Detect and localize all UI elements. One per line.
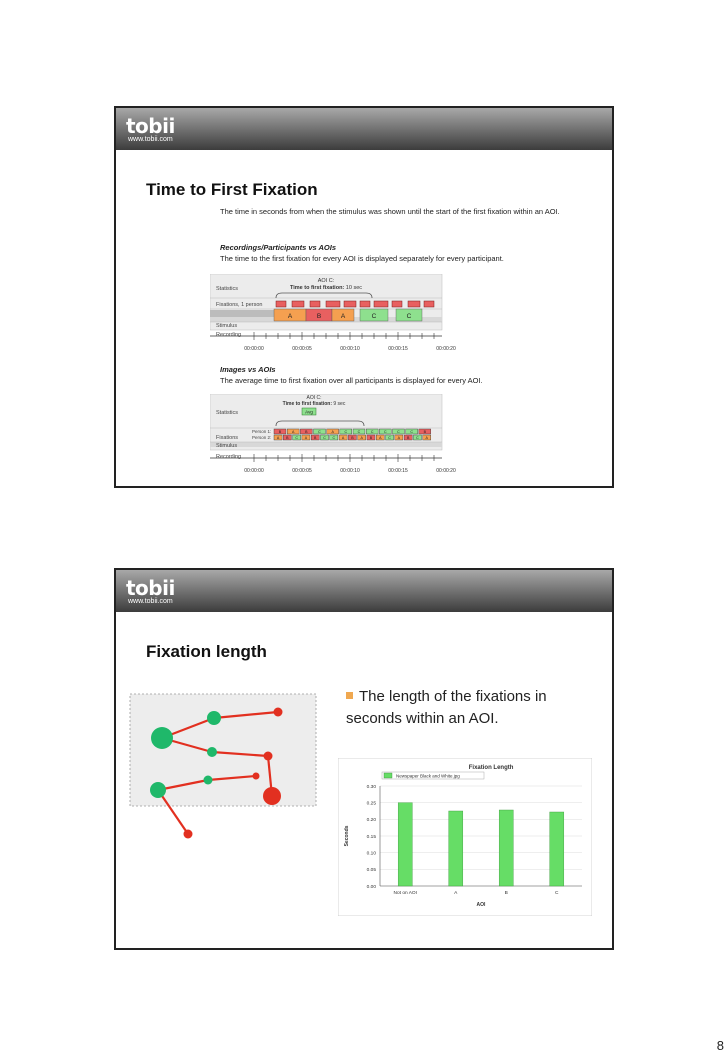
x-tick-label: C: [555, 891, 559, 896]
logo-url: www.tobii.com: [128, 598, 173, 605]
fixation-cell: [302, 435, 310, 440]
slide-title: Time to First Fixation: [146, 180, 318, 199]
callout-value-label-1: Time to first fixation:: [289, 285, 345, 291]
fixation-cell: [413, 435, 421, 440]
y-tick-label: 0.05: [366, 868, 376, 874]
time-label: 00:00:10: [340, 346, 360, 352]
fixation-cell: [283, 435, 291, 440]
bullet-square-icon: [346, 692, 353, 699]
time-label: 00:00:00: [244, 468, 264, 474]
fixation-cell-label: A: [304, 436, 308, 441]
fixation-illustration: [128, 690, 328, 850]
row-label-recording: Recording: [216, 454, 242, 460]
section1-text: The time to the first fixation for every AOI is displayed separately for every participant.: [220, 254, 504, 263]
intro-text: The time in seconds from when the stimulus was shown until the start of the first fixation within an AOI.: [220, 207, 560, 216]
x-tick-label: B: [504, 891, 508, 896]
fixation-cell: [330, 435, 338, 440]
fixation-cell-label: C: [384, 430, 387, 435]
tobii-logo: tobii: [126, 114, 175, 138]
bar: [398, 803, 412, 886]
aoi-block-label: C: [406, 313, 412, 320]
fixation-cell: [404, 435, 412, 440]
fixation-cell: [353, 429, 365, 434]
fixation-cell: [340, 429, 352, 434]
avg-label: Avg: [305, 409, 313, 415]
callout-title-1: AOI C:: [317, 278, 335, 284]
bar: [499, 810, 513, 886]
y-tick-label: 0.10: [366, 851, 376, 857]
chart-title: Fixation Length: [468, 765, 514, 771]
fixation-cell: [386, 435, 394, 440]
x-tick-label: Not on AOI: [393, 891, 417, 896]
legend-label: Newspaper Black and White.jpg: [396, 773, 460, 779]
fixation-cell-label: C: [295, 436, 298, 441]
logo-url: www.tobii.com: [128, 136, 173, 143]
fixation-cell-label: C: [318, 430, 321, 435]
fixation-cell-label: C: [410, 430, 413, 435]
person-label: Person 1:: [252, 429, 272, 434]
fixation-cell-label: A: [425, 436, 428, 441]
fixation-cell-label: B: [351, 436, 354, 441]
fixation-cell: [358, 435, 366, 440]
callout-title-2: AOI C:: [306, 395, 322, 401]
slide-title: Fixation length: [146, 642, 267, 661]
fixation-cell: [366, 429, 378, 434]
callout-value-label-2: Time to first fixation:: [282, 401, 333, 407]
time-label: 00:00:15: [388, 346, 408, 352]
row-label-recording: Recording: [216, 332, 242, 338]
row-label-statistics: Statistics: [216, 410, 239, 416]
fixation-cell: [274, 429, 286, 434]
fixation-cell: [395, 435, 403, 440]
legend-swatch: [384, 773, 392, 778]
fixation-cell: [339, 435, 347, 440]
callout-value-1: 10 sec: [345, 285, 363, 291]
fixation-cell-label: C: [344, 430, 348, 435]
time-label: 00:00:15: [388, 468, 408, 474]
time-label: 00:00:10: [340, 468, 360, 474]
fixation-cell-label: A: [341, 436, 345, 441]
y-axis-label: Seconds: [344, 825, 350, 847]
fixation-cell-label: A: [331, 430, 334, 435]
fixation-cell-label: C: [416, 436, 419, 441]
slide-header: [116, 108, 612, 150]
person2-fixation-cells: [274, 435, 431, 440]
bar: [449, 811, 463, 886]
callout-value-2: 9 sec: [333, 401, 346, 407]
fixation-cell-label: C: [388, 436, 391, 441]
page-number: 8: [716, 1038, 724, 1053]
section2-heading: Images vs AOIs: [220, 365, 276, 374]
fixation-length-chart: [338, 758, 592, 916]
fixation-cell-label: A: [276, 436, 280, 441]
fixation-cell: [376, 435, 384, 440]
row-label-fixations: Fixations: [216, 435, 239, 441]
time-label: 00:00:20: [436, 346, 456, 352]
fixation-cell: [406, 429, 418, 434]
fixation-cell: [379, 429, 391, 434]
row-label-stimulus: Stimulus: [216, 323, 238, 329]
fixation-cell-label: A: [397, 436, 401, 441]
bullet-point: [346, 686, 586, 730]
y-tick-label: 0.30: [366, 784, 376, 790]
section2-text: The average time to first fixation over all participants is displayed for every AOI.: [220, 376, 483, 385]
tobii-logo: tobii: [126, 576, 175, 600]
fixation-cell: [367, 435, 375, 440]
fixation-cell-label: B: [314, 436, 317, 441]
fixation-cell: [311, 435, 319, 440]
fixation-cell: [393, 429, 405, 434]
fixation-cell-label: B: [369, 436, 373, 441]
svg-text:Time to first fixation: 10 sec: [290, 285, 362, 291]
fixation-cell: [320, 435, 328, 440]
fixation-cell-label: C: [370, 430, 374, 435]
fixation-cell-label: A: [291, 430, 295, 435]
x-axis-label: AOI: [476, 902, 486, 908]
fixation-cell-label: C: [357, 430, 361, 435]
slide-header: [116, 570, 612, 612]
aoi-timeline-diagram-2: [210, 394, 460, 478]
row-label-statistics: Statistics: [216, 286, 239, 292]
fixation-cell: [423, 435, 431, 440]
time-label: 00:00:00: [244, 346, 264, 352]
fixation-cell-label: B: [286, 436, 289, 441]
fixation-cell: [287, 429, 299, 434]
fixation-cell-label: A: [379, 436, 382, 441]
time-label: 00:00:20: [436, 468, 456, 474]
slide-time-to-first-fixation: [114, 106, 614, 488]
fixation-cell: [293, 435, 301, 440]
aoi-timeline-diagram-1: [210, 274, 460, 356]
fixation-cell-label: A: [360, 436, 363, 441]
row-label-fixations: Fixations, 1 person: [216, 302, 263, 308]
row-label-stimulus: Stimulus: [216, 443, 238, 449]
fixation-cell-label: C: [397, 430, 400, 435]
aoi-block-label: B: [316, 313, 322, 320]
aoi-block-label: C: [371, 313, 377, 320]
time-label: 00:00:05: [292, 468, 312, 474]
aoi-block-label: A: [287, 313, 293, 320]
time-label: 00:00:05: [292, 346, 312, 352]
fixation-cell-label: B: [278, 430, 282, 435]
y-tick-label: 0.00: [366, 884, 376, 890]
fixation-cell: [327, 429, 339, 434]
slide-fixation-length: [114, 568, 614, 950]
fixation-cell-label: B: [305, 430, 308, 435]
bullet-text: The length of the fixations in seconds within an AOI.: [346, 688, 547, 727]
x-tick-label: A: [454, 891, 458, 896]
y-tick-label: 0.20: [366, 818, 376, 824]
person-label: Person 2:: [252, 435, 272, 440]
fixation-cell: [419, 429, 431, 434]
aoi-block-label: A: [340, 313, 346, 320]
bar: [550, 812, 564, 886]
y-tick-label: 0.25: [366, 801, 376, 807]
fixation-cell-label: C: [323, 436, 326, 441]
fixation-cell-label: B: [423, 430, 427, 435]
fixation-cell-label: C: [332, 436, 336, 441]
fixation-cell-label: B: [406, 436, 410, 441]
section1-heading: Recordings/Participants vs AOIs: [220, 243, 337, 252]
fixation-cell: [348, 435, 356, 440]
y-tick-label: 0.15: [366, 834, 376, 840]
fixation-cell: [300, 429, 312, 434]
svg-text:Time to first fixation: 9 sec: [283, 401, 346, 407]
fixation-cell: [314, 429, 326, 434]
fixation-cell: [274, 435, 282, 440]
